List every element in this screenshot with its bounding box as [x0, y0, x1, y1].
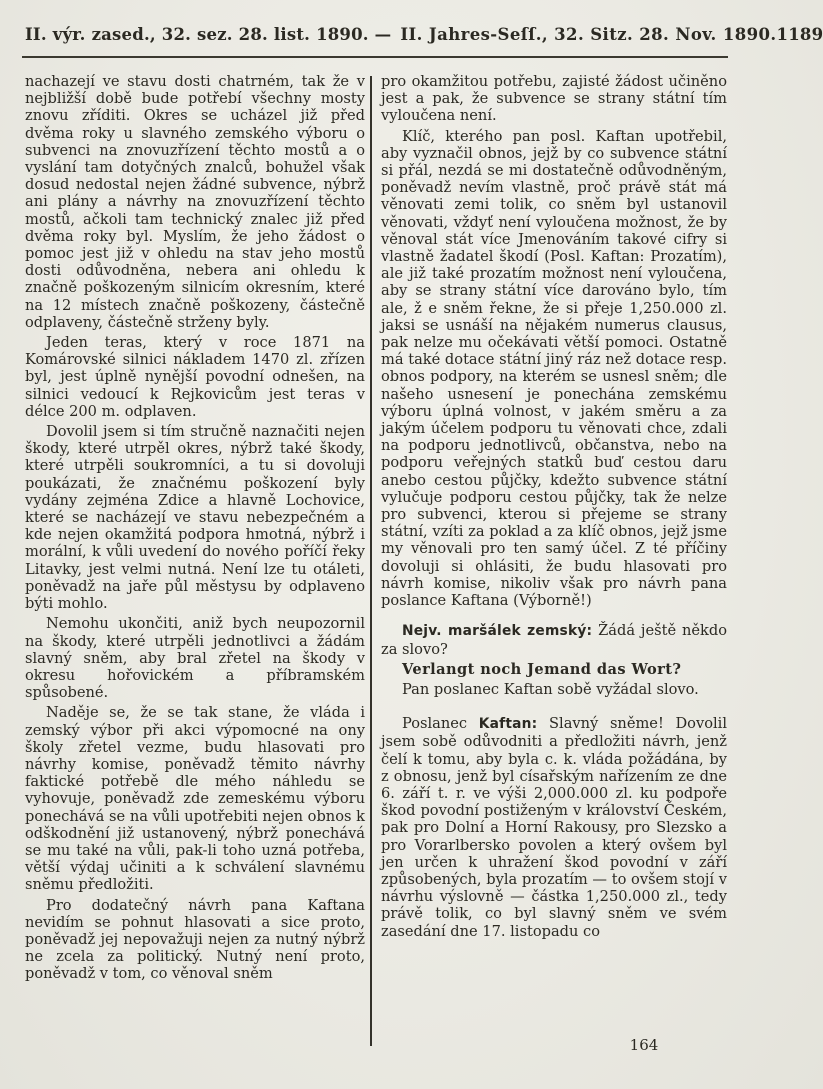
sheet-number: 164 [629, 1036, 659, 1054]
speech-lead: Poslanec [402, 715, 479, 733]
paragraph: Jeden teras, který v roce 1871 na Komárovské silnici nákladem 1470 zl. zřízen byl, jest úplně nynější povodní odnešen, na silnici vedoucí k Rejkovicům jest teras v délce 200 m. odplaven. [25, 334, 365, 420]
german-fraktur-line: Verlangt noch Jemand das Wort? [402, 660, 682, 678]
left-column [25, 73, 365, 983]
header-session-info [25, 25, 777, 44]
paragraph: Klíč, kterého pan posl. Kaftan upotřebil, aby vyznačil obnos, jejž by co subvence státní si přál, nezdá se mi dostatečně odůvodněným, poněvadž nevím vlastně, proč právě stát má věnovati zemi tolik, co sněm byl ustanovil věnovati, vždyť není vyloučena možnost, že by věnoval stát více Jmenováním takové cifry si vlastně žadatel škodí (Posl. Kaftan: Prozatím), ale již také prozatím možnost není vyloučena, aby se strany státní více darováno bylo, tím ale, ž e sněm řekne, že si přeje 1,250.000 zl. jaksi se usnáší na nějakém numerus clausus, pak nelze mu očekávati větší pomoci. Ostatně má také dotace státní jiný ráz než dotace resp. obnos podpory, na kterém se usnesl sněm; dle našeho usnesení je ponechána zemskému výboru úplná volnost, v jakém směru a za jakým účelem podporu tu věnovati chce, zdali na podporu jednotlivců, občanstva, nebo na podporu veřejných statků buď cestou daru anebo cestou půjčky, kdežto subvence státní vylučuje podporu cestou půjčky, tak že nelze pro subvenci, kterou si přejeme se strany státní, vzíti za poklad a za klíč obnos, jejž jsme my věnovali pro ten samý účel. Z té příčiny dovoluji si ohlásiti, že budu hlasovati pro návrh komise, nikoliv však pro návrh pana poslance Kaftana (Výborně!) [381, 127, 727, 610]
paragraph: Pro dodatečný návrh pana Kaftana nevidím se pohnut hlasovati a sice proto, poněvadž jej nepovažuji nejen za nutný nýbrž ne zcela za politický. Nutný není proto, poněvadž v tom, co věnoval sněm [25, 896, 365, 983]
speaker-text: Žádá ještě někdo za slovo? [381, 622, 727, 658]
paragraph: Pan poslanec Kaftan sobě vyžádal slovo. [402, 680, 699, 698]
speaker-name: Kaftan: [478, 716, 538, 733]
right-column [381, 73, 727, 940]
paragraph: Dovolil jsem si tím stručně naznačiti nejen škody, které utrpěl okres, nýbrž také škody, které utrpěli soukromníci, a tu si dovoluji poukázati, že značnému poškození byly vydány zejména Zdice a hlavně Lochovice, které se nacházejí ve stavu nebezpečném a kde nejen okamžitá podpora hmotná, nýbrž i morální, k vůli uvedení do nového poříčí řeky Litavky, jest velmi nutná. Není lze tu otáleti, poněvadž na jaře půl městysu by odplaveno býti mohlo. [25, 423, 365, 613]
speech-kaftan [381, 715, 727, 940]
speaker-line-marshal [381, 622, 727, 657]
paragraph-continuation: nachazejí ve stavu dosti chatrném, tak že v nejbližší době bude potřebí všechny mosty znovu zříditi. Okres se ucházel již před dvěma roky u slavného zemského výboru o subvenci na znovuzřízení těchto mostů a o vyslání tam dotyčných znalců, bohužel však dosud nedostal nejen žádné subvence, nýbrž ani plány a návrhy na znovuzřízení těchto mostů, ačkoli tam technický znalec již před dvěma roky byl. Myslím, že jeho žádost o pomoc jest již v ohledu na stav jeho mostů dosti odůvodněna, nebera ani ohledu k značně poškozeným silnicím okresním, které na 12 místech značně poškozeny, částečně odplaveny, částečně strženy byly. [25, 73, 365, 331]
header-session-german: II. Jahres-Seſſ., 32. Sitz. 28. Nov. 1890. [400, 25, 777, 44]
paragraph-continuation: pro okamžitou potřebu, zajisté žádost učiněno jest a pak, že subvence se strany státní tím vyloučena není. [381, 73, 727, 125]
column-divider [370, 76, 372, 1046]
paragraph: Naděje se, že se tak stane, že vláda i zemský výbor při akci výpomocné na ony školy zřetel vezme, budu hlasovati pro návrhy komise, poněvadž těmito návrhy faktické potřebě dle mého náhledu se vyhovuje, poněvadž zde zemeskému výboru ponechává se na vůli upotřebiti nejen obnos k odškodnění již ustanovený, nýbrž ponechává se mu také na vůli, pak-li toho uzná potřeba, větší výdaj učiniti a k schválení slavnému sněmu předložiti. [25, 704, 365, 894]
speech-text: Slavný sněme! Dovolil jsem sobě odůvodniti a předložiti návrh, jenž čelí k tomu, aby byla c. k. vláda požádána, by z obnosu, jenž byl císařským nařízením ze dne 6. září t. r. ve výši 2,000.000 zl. ku podpoře škod povodní postiženým v království Českém, pak pro Dolní a Horní Rakousy, pro Slezsko a pro Vorarlbersko povolen a který ovšem byl jen určen k uhražení škod povodní v září způsobených, byla prozatím — to ovšem stojí v návrhu výslovně — částka 1,250.000 zl., tedy právě tolik, co byl slavný sněm ve svém zasedání dne 17. listopadu co [381, 715, 727, 940]
speaker-name: Nejv. maršálek zemský: [402, 623, 593, 640]
page-header [25, 25, 823, 44]
header-rule [22, 56, 728, 58]
header-session-czech: II. výr. zased., 32. sez. 28. list. 1890. — [25, 25, 392, 44]
paragraph: Nemohu ukončiti, aniž bych neupozornil na škody, které utrpěli jednotlivci a žádám slavný sněm, aby bral zřetel na škody v okresu hořovickém a příbramském spůsobené. [25, 615, 365, 702]
page-number: 1189 [776, 25, 823, 44]
